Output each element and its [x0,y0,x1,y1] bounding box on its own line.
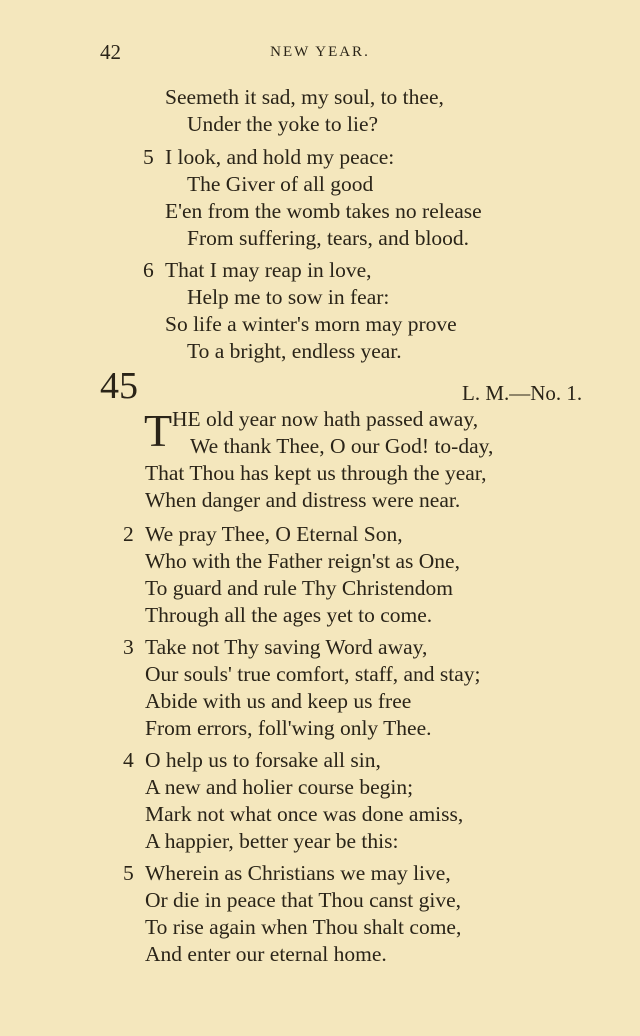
verse-line: Help me to sow in fear: [187,285,390,309]
verse-line: Wherein as Christians we may live, [145,861,451,885]
stanza-number: 6 [143,258,154,282]
verse-line: To rise again when Thou shalt come, [145,915,462,939]
page-header [0,40,640,68]
verse-line: A new and holier course begin; [145,775,414,799]
verse-line: Take not Thy saving Word away, [145,635,428,659]
verse-line: Under the yoke to lie? [187,112,379,136]
verse-line: The Giver of all good [187,172,374,196]
hymn-number: 45 [100,365,138,407]
running-title: NEW YEAR. [270,44,370,60]
verse-line: So life a winter's morn may prove [165,312,457,336]
stanza-number: 5 [143,145,154,169]
verse-line: To guard and rule Thy Christendom [145,576,454,600]
verse-line: Through all the ages yet to come. [145,603,433,627]
verse-line: A happier, better year be this: [145,829,399,853]
verse-line: E'en from the womb takes no release [165,199,482,223]
verse-line: Seemeth it sad, my soul, to thee, [165,85,444,109]
stanza-number: 4 [123,748,134,772]
verse-line: I look, and hold my peace: [165,145,395,169]
hymn-meter: L. M.—No. 1. [462,381,583,405]
verse-line: Or die in peace that Thou canst give, [145,888,462,912]
verse-line: From suffering, tears, and blood. [187,226,470,250]
verse-line: Who with the Father reign'st as One, [145,549,460,573]
verse-line: And enter our eternal home. [145,942,387,966]
verse-line: Our souls' true comfort, staff, and stay; [145,662,481,686]
drop-cap: T [144,405,173,456]
verse-line: That Thou has kept us through the year, [145,461,487,485]
page-number: 42 [100,40,121,64]
stanza-number: 2 [123,522,134,546]
verse-line: We thank Thee, O our God! to-day, [190,434,494,458]
verse-line: HE old year now hath passed away, [172,407,479,431]
verse-line: To a bright, endless year. [187,339,402,363]
verse-line: From errors, foll'wing only Thee. [145,716,432,740]
stanza-number: 5 [123,861,134,885]
verse-line: When danger and distress were near. [145,488,461,512]
verse-line: Mark not what once was done amiss, [145,802,464,826]
verse-line: We pray Thee, O Eternal Son, [145,522,403,546]
verse-line: That I may reap in love, [165,258,372,282]
stanza-number: 3 [123,635,134,659]
verse-line: Abide with us and keep us free [145,689,412,713]
verse-line: O help us to forsake all sin, [145,748,381,772]
